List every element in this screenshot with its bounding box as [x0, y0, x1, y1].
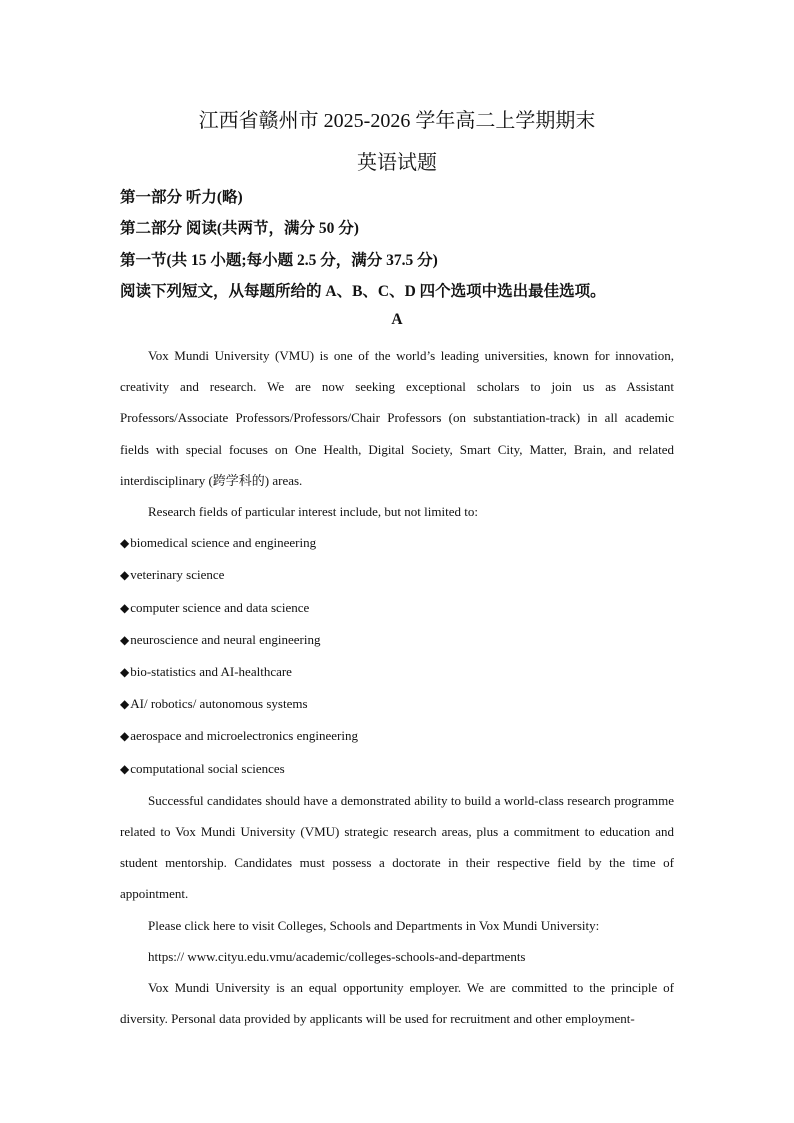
paragraph-equal-opportunity: Vox Mundi University is an equal opportunity employer. We are committed to the principle of diversity. Personal data provided by applicants will be used for recruitment and other employment-	[120, 980, 674, 1027]
diamond-bullet-icon: ◆	[120, 665, 130, 680]
subsection-heading: 第一节(共 15 小题;每小题 2.5 分，满分 37.5 分)	[120, 252, 438, 269]
paragraph-intro: Vox Mundi University (VMU) is one of the world’s leading universities, known for innovation, creativity and research. We are now seeking exceptional scholars to join us as Assistant Professors/Associate Professors/Professors/Chair Professors (on substantiation-track) in all academic fields with special focuses on One Health, Digital Society, Smart City, Matter, Brain, and related interdisciplinary (跨学科的) areas.	[120, 348, 674, 488]
instructions: 阅读下列短文，从每题所给的 A、B、C、D 四个选项中选出最佳选项。	[120, 283, 606, 300]
list-item: ◆computational social sciences	[120, 760, 285, 776]
diamond-bullet-icon: ◆	[120, 536, 130, 551]
departments-link[interactable]: https:// www.cityu.edu.vmu/academic/colleges-schools-and-departments	[148, 948, 526, 964]
diamond-bullet-icon: ◆	[120, 568, 130, 583]
passage-body	[120, 340, 674, 1034]
diamond-bullet-icon: ◆	[120, 761, 130, 776]
passage-label: A	[391, 311, 403, 328]
section-heading-listening: 第一部分 听力(略)	[120, 189, 243, 206]
list-item: ◆aerospace and microelectronics engineering	[120, 728, 358, 744]
paragraph-visit: Please click here to visit Colleges, Schools and Departments in Vox Mundi University:	[148, 917, 600, 933]
diamond-bullet-icon: ◆	[120, 632, 130, 647]
paragraph-candidates: Successful candidates should have a demonstrated ability to build a world-class research programme related to Vox Mundi University (VMU) strategic research areas, plus a commitment to education and student mentorship. Candidates must possess a doctorate in their respective field by the time of appointment.	[120, 792, 674, 902]
diamond-bullet-icon: ◆	[120, 697, 130, 712]
list-item: ◆biomedical science and engineering	[120, 535, 317, 551]
exam-subtitle: 英语试题	[357, 152, 437, 174]
diamond-bullet-icon: ◆	[120, 729, 130, 744]
list-item: ◆bio-statistics and AI-healthcare	[120, 664, 292, 680]
section-heading-reading: 第二部分 阅读(共两节，满分 50 分)	[120, 220, 359, 237]
list-item: ◆AI/ robotics/ autonomous systems	[120, 696, 308, 712]
exam-title: 江西省赣州市 2025-2026 学年高二上学期期末	[198, 110, 596, 132]
list-item: ◆computer science and data science	[120, 599, 310, 615]
list-item: ◆neuroscience and neural engineering	[120, 631, 321, 647]
list-item: ◆veterinary science	[120, 567, 225, 583]
paragraph-fields: Research fields of particular interest include, but not limited to:	[148, 504, 478, 520]
diamond-bullet-icon: ◆	[120, 600, 130, 615]
